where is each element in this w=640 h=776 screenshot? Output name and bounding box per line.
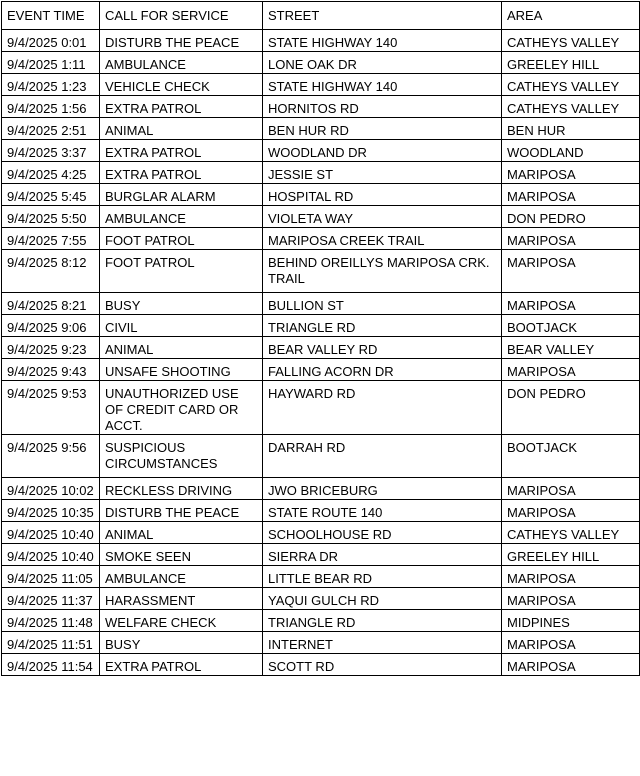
table-row xyxy=(2,478,640,500)
event-time-cell: 9/4/2025 10:35 xyxy=(2,500,100,522)
area-cell: BEN HUR xyxy=(502,118,640,140)
event-time-cell: 9/4/2025 8:21 xyxy=(2,293,100,315)
table-row xyxy=(2,544,640,566)
street-cell: SIERRA DR xyxy=(263,544,502,566)
event-time-cell: 9/4/2025 5:45 xyxy=(2,184,100,206)
event-time-cell: 9/4/2025 5:50 xyxy=(2,206,100,228)
call-for-service-cell: UNSAFE SHOOTING xyxy=(100,359,263,381)
street-cell: BEHIND OREILLYS MARIPOSA CRK. TRAIL xyxy=(263,250,502,293)
street-cell: LITTLE BEAR RD xyxy=(263,566,502,588)
street-cell: YAQUI GULCH RD xyxy=(263,588,502,610)
area-cell: MARIPOSA xyxy=(502,632,640,654)
call-for-service-cell: AMBULANCE xyxy=(100,52,263,74)
street-cell: TRIANGLE RD xyxy=(263,610,502,632)
area-cell: BEAR VALLEY xyxy=(502,337,640,359)
street-cell: DARRAH RD xyxy=(263,435,502,478)
call-for-service-cell: UNAUTHORIZED USE OF CREDIT CARD OR ACCT. xyxy=(100,381,263,435)
call-for-service-cell: WELFARE CHECK xyxy=(100,610,263,632)
event-time-cell: 9/4/2025 7:55 xyxy=(2,228,100,250)
call-for-service-cell: ANIMAL xyxy=(100,522,263,544)
call-for-service-cell: EXTRA PATROL xyxy=(100,162,263,184)
street-cell: VIOLETA WAY xyxy=(263,206,502,228)
call-for-service-cell: DISTURB THE PEACE xyxy=(100,500,263,522)
call-for-service-cell: EXTRA PATROL xyxy=(100,96,263,118)
street-cell: BEAR VALLEY RD xyxy=(263,337,502,359)
call-for-service-cell: AMBULANCE xyxy=(100,566,263,588)
call-for-service-cell: EXTRA PATROL xyxy=(100,654,263,676)
call-for-service-cell: SUSPICIOUS CIRCUMSTANCES xyxy=(100,435,263,478)
area-cell: CATHEYS VALLEY xyxy=(502,74,640,96)
table-row xyxy=(2,500,640,522)
area-cell: GREELEY HILL xyxy=(502,544,640,566)
area-cell: MARIPOSA xyxy=(502,654,640,676)
event-time-cell: 9/4/2025 11:51 xyxy=(2,632,100,654)
call-for-service-cell: BUSY xyxy=(100,293,263,315)
street-cell: INTERNET xyxy=(263,632,502,654)
call-for-service-cell: BUSY xyxy=(100,632,263,654)
street-cell: LONE OAK DR xyxy=(263,52,502,74)
table-row xyxy=(2,315,640,337)
area-cell: MARIPOSA xyxy=(502,500,640,522)
call-for-service-cell: EXTRA PATROL xyxy=(100,140,263,162)
event-time-cell: 9/4/2025 11:05 xyxy=(2,566,100,588)
area-cell: MARIPOSA xyxy=(502,478,640,500)
event-time-cell: 9/4/2025 11:48 xyxy=(2,610,100,632)
table-row xyxy=(2,140,640,162)
area-cell: MARIPOSA xyxy=(502,162,640,184)
call-for-service-cell: ANIMAL xyxy=(100,118,263,140)
area-cell: MARIPOSA xyxy=(502,566,640,588)
call-for-service-cell: SMOKE SEEN xyxy=(100,544,263,566)
street-cell: WOODLAND DR xyxy=(263,140,502,162)
table-row xyxy=(2,632,640,654)
call-for-service-cell: AMBULANCE xyxy=(100,206,263,228)
event-time-cell: 9/4/2025 11:37 xyxy=(2,588,100,610)
table-row xyxy=(2,30,640,52)
header-call-for-service: CALL FOR SERVICE xyxy=(100,2,263,30)
area-cell: WOODLAND xyxy=(502,140,640,162)
table-header-row xyxy=(2,2,640,30)
table-row xyxy=(2,522,640,544)
street-cell: TRIANGLE RD xyxy=(263,315,502,337)
event-time-cell: 9/4/2025 10:40 xyxy=(2,522,100,544)
street-cell: FALLING ACORN DR xyxy=(263,359,502,381)
street-cell: HAYWARD RD xyxy=(263,381,502,435)
table-row xyxy=(2,228,640,250)
table-row xyxy=(2,52,640,74)
area-cell: MARIPOSA xyxy=(502,588,640,610)
street-cell: SCHOOLHOUSE RD xyxy=(263,522,502,544)
event-time-cell: 9/4/2025 1:11 xyxy=(2,52,100,74)
call-for-service-cell: BURGLAR ALARM xyxy=(100,184,263,206)
table-row xyxy=(2,74,640,96)
event-time-cell: 9/4/2025 9:43 xyxy=(2,359,100,381)
event-time-cell: 9/4/2025 3:37 xyxy=(2,140,100,162)
area-cell: MARIPOSA xyxy=(502,228,640,250)
table-row xyxy=(2,566,640,588)
call-for-service-cell: CIVIL xyxy=(100,315,263,337)
event-time-cell: 9/4/2025 9:23 xyxy=(2,337,100,359)
call-for-service-cell: VEHICLE CHECK xyxy=(100,74,263,96)
street-cell: JWO BRICEBURG xyxy=(263,478,502,500)
table-row xyxy=(2,435,640,478)
area-cell: BOOTJACK xyxy=(502,435,640,478)
table-row xyxy=(2,381,640,435)
header-street: STREET xyxy=(263,2,502,30)
street-cell: JESSIE ST xyxy=(263,162,502,184)
street-cell: STATE ROUTE 140 xyxy=(263,500,502,522)
area-cell: DON PEDRO xyxy=(502,381,640,435)
call-for-service-cell: HARASSMENT xyxy=(100,588,263,610)
table-row xyxy=(2,96,640,118)
table-row xyxy=(2,206,640,228)
table-row xyxy=(2,184,640,206)
street-cell: STATE HIGHWAY 140 xyxy=(263,30,502,52)
street-cell: STATE HIGHWAY 140 xyxy=(263,74,502,96)
table-row xyxy=(2,118,640,140)
header-area: AREA xyxy=(502,2,640,30)
event-time-cell: 9/4/2025 10:02 xyxy=(2,478,100,500)
table-row xyxy=(2,610,640,632)
street-cell: BULLION ST xyxy=(263,293,502,315)
street-cell: SCOTT RD xyxy=(263,654,502,676)
event-time-cell: 9/4/2025 0:01 xyxy=(2,30,100,52)
event-time-cell: 9/4/2025 11:54 xyxy=(2,654,100,676)
area-cell: MARIPOSA xyxy=(502,293,640,315)
event-time-cell: 9/4/2025 1:56 xyxy=(2,96,100,118)
area-cell: DON PEDRO xyxy=(502,206,640,228)
area-cell: GREELEY HILL xyxy=(502,52,640,74)
area-cell: CATHEYS VALLEY xyxy=(502,522,640,544)
event-time-cell: 9/4/2025 1:23 xyxy=(2,74,100,96)
table-row xyxy=(2,293,640,315)
event-time-cell: 9/4/2025 4:25 xyxy=(2,162,100,184)
call-for-service-cell: ANIMAL xyxy=(100,337,263,359)
call-for-service-cell: RECKLESS DRIVING xyxy=(100,478,263,500)
event-time-cell: 9/4/2025 9:53 xyxy=(2,381,100,435)
area-cell: MARIPOSA xyxy=(502,184,640,206)
table-row xyxy=(2,359,640,381)
area-cell: MIDPINES xyxy=(502,610,640,632)
call-for-service-cell: DISTURB THE PEACE xyxy=(100,30,263,52)
street-cell: BEN HUR RD xyxy=(263,118,502,140)
event-time-cell: 9/4/2025 9:06 xyxy=(2,315,100,337)
area-cell: MARIPOSA xyxy=(502,359,640,381)
event-time-cell: 9/4/2025 8:12 xyxy=(2,250,100,293)
event-time-cell: 9/4/2025 2:51 xyxy=(2,118,100,140)
street-cell: MARIPOSA CREEK TRAIL xyxy=(263,228,502,250)
table-row xyxy=(2,337,640,359)
header-event-time: EVENT TIME xyxy=(2,2,100,30)
event-time-cell: 9/4/2025 10:40 xyxy=(2,544,100,566)
call-log-table xyxy=(1,1,640,676)
event-time-cell: 9/4/2025 9:56 xyxy=(2,435,100,478)
table-row xyxy=(2,654,640,676)
area-cell: BOOTJACK xyxy=(502,315,640,337)
call-for-service-cell: FOOT PATROL xyxy=(100,250,263,293)
area-cell: MARIPOSA xyxy=(502,250,640,293)
table-row xyxy=(2,250,640,293)
street-cell: HORNITOS RD xyxy=(263,96,502,118)
table-row xyxy=(2,162,640,184)
area-cell: CATHEYS VALLEY xyxy=(502,30,640,52)
table-row xyxy=(2,588,640,610)
area-cell: CATHEYS VALLEY xyxy=(502,96,640,118)
street-cell: HOSPITAL RD xyxy=(263,184,502,206)
call-for-service-cell: FOOT PATROL xyxy=(100,228,263,250)
